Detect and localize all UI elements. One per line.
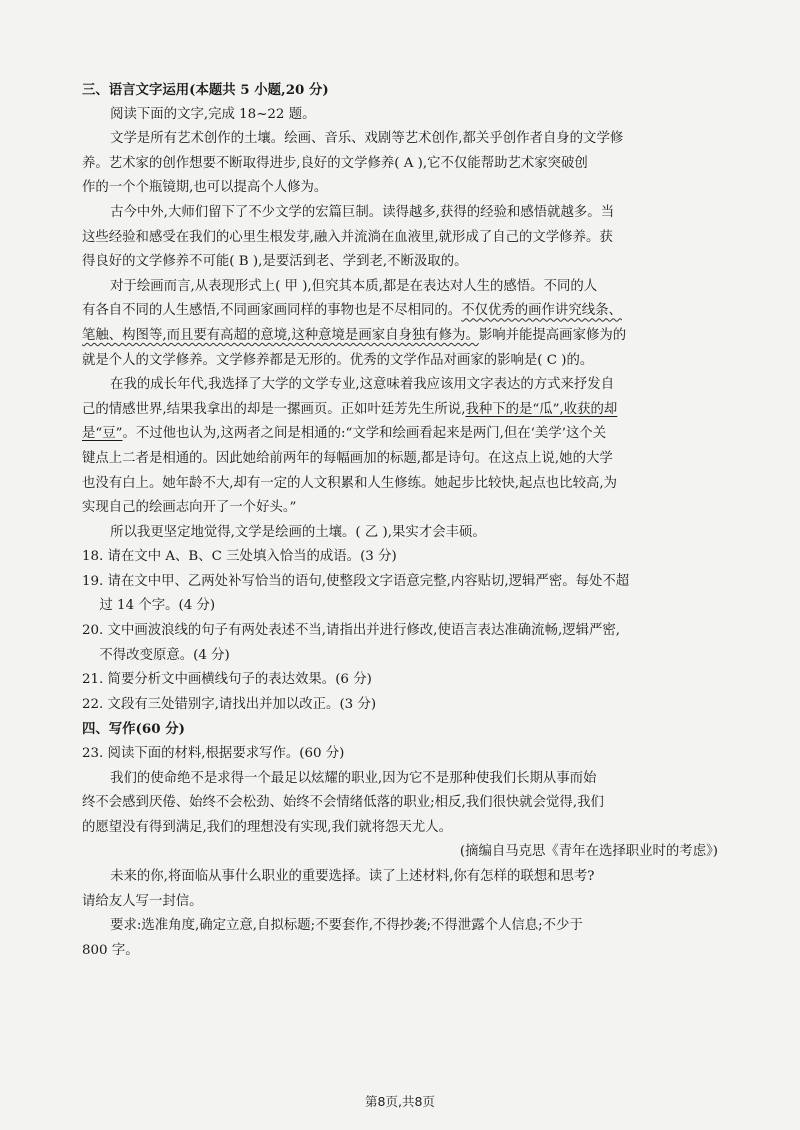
material-source: (摘编自马克思《青年在选择职业时的考虑》) (459, 844, 718, 860)
section-heading-4: 四、写作(60 分) (82, 721, 185, 738)
writing-requirements: 要求:选准角度,确定立意,自拟标题;不要套作,不得抄袭;不得泄露个人信息;不少于 (110, 918, 583, 934)
question-line: 19. 请在文中甲、乙两处补写恰当的语句,使整段文字语意完整,内容贴切,逻辑严密。每处不超 (82, 573, 630, 589)
passage-line: 在我的成长年代,我选择了大学的文学专业,这意味着我应该用文字表达的方式来抒发自 (110, 377, 615, 393)
question-line: 过 14 个字。(4 分) (99, 598, 216, 614)
question-23: 23. 阅读下面的材料,根据要求写作。(60 分) (82, 746, 345, 762)
passage-line (82, 398, 722, 423)
question-line: 不得改变原意。(4 分) (99, 647, 230, 663)
writing-requirements: 800 字。 (82, 942, 139, 958)
question-20 (82, 619, 722, 668)
passage-line (82, 299, 722, 324)
writing-prompt-line: 请给友人写一封信。 (82, 893, 203, 909)
passage-line: 养。艺术家的创作想要不断取得进步,良好的文学修养( A ),它不仅能帮助艺术家突破创 (82, 155, 588, 171)
passage-paragraph-1 (82, 127, 722, 201)
question-18: 18. 请在文中 A、B、C 三处填入恰当的成语。(3 分) (82, 549, 397, 565)
writing-prompt-line: 未来的你,将面临从事什么职业的重要选择。读了上述材料,你有怎样的联想和思考? (110, 869, 595, 884)
underlined-sentence: 是“豆” (82, 426, 123, 442)
passage-line: 对于绘画而言,从表现形式上( 甲 ),但究其本质,都是在表达对人生的感悟。不同的人 (110, 278, 598, 294)
material-line: 我们的使命绝不是求得一个最足以炫耀的职业,因为它不是那种使我们长期从事而始 (110, 770, 597, 786)
passage-paragraph-5: 所以我更坚定地觉得,文学是绘画的土壤。( 乙 ),果实才会丰硕。 (110, 524, 486, 540)
question-22: 22. 文段有三处错别字,请找出并加以改正。(3 分) (82, 696, 377, 712)
passage-text: 己的情感世界,结果我拿出的却是一摞画页。正如叶廷芳先生所说, (82, 401, 466, 417)
passage-line: 古今中外,大师们留下了不少文学的宏篇巨制。读得越多,获得的经验和感悟就越多。当 (110, 204, 615, 220)
passage-line: 这些经验和感受在我们的心里生根发芽,融入并流淌在血液里,就形成了自己的文学修养。获 (82, 229, 613, 245)
passage-paragraph-4 (82, 373, 722, 521)
passage-paragraph-2 (82, 201, 722, 275)
wavy-underlined-sentence: 笔触、构图等,而且要有高超的意境,这种意境是画家自身独有修为。 (82, 327, 479, 343)
passage-line: 得良好的文学修养不可能( B ),是要活到老、学到老,不断汲取的。 (82, 254, 468, 270)
passage-text: 影响并能提高画家修为的 (478, 327, 627, 343)
passage-line (82, 422, 722, 447)
underlined-sentence: 我种下的是“瓜”,收获的却 (465, 401, 618, 417)
passage-line: 也没有白上。她年龄不大,却有一定的人文积累和人生修练。她起步比较快,起点也比较高,为 (82, 475, 618, 491)
reading-instruction: 阅读下面的文字,完成 18~22 题。 (110, 106, 316, 122)
passage-line: 作的一个个瓶镜期,也可以提高个人修为。 (82, 180, 328, 196)
question-21: 21. 简要分析文中画横线句子的表达效果。(6 分) (82, 672, 372, 688)
passage-line: 键点上二者是相通的。因此她给前两年的每幅画加的标题,都是诗句。在这点上说,她的大学 (82, 450, 613, 466)
material-line: 的愿望没有得到满足,我们的理想没有实现,我们就将怨天尤人。 (82, 819, 453, 835)
passage-line: 实现自己的绘画志向开了一个好头。” (82, 500, 297, 516)
passage-paragraph-3 (82, 275, 722, 373)
passage-line: 就是个人的文学修养。文学修养都是无形的。优秀的文学作品对画家的影响是( C )的。 (82, 352, 594, 368)
passage-line (82, 324, 722, 349)
writing-material (82, 767, 722, 841)
question-line: 20. 文中画波浪线的句子有两处表述不当,请指出并进行修改,使语言表达准确流畅,逻辑严密, (82, 623, 621, 639)
passage-text: 有各自不同的人生感悟,不同画家画同样的事物也是不尽相同的。 (82, 303, 462, 319)
material-line: 终不会感到厌倦、始终不会松劲、始终不会情绪低落的职业;相反,我们很快就会觉得,我们 (82, 795, 604, 811)
passage-line: 文学是所有艺术创作的土壤。绘画、音乐、戏剧等艺术创作,都关乎创作者自身的文学修 (110, 131, 624, 147)
wavy-underlined-sentence: 不仅优秀的画作讲究线条、 (461, 303, 622, 319)
page-number-footer: 第8页,共8页 (365, 1094, 435, 1109)
question-19 (82, 570, 722, 619)
passage-text: 。不过他也认为,这两者之间是相通的:“文学和绘画看起来是两门,但在‘美学’这个关 (122, 426, 607, 442)
page-content (82, 78, 722, 963)
section-heading-3: 三、语言文字运用(本题共 5 小题,20 分) (82, 82, 329, 98)
